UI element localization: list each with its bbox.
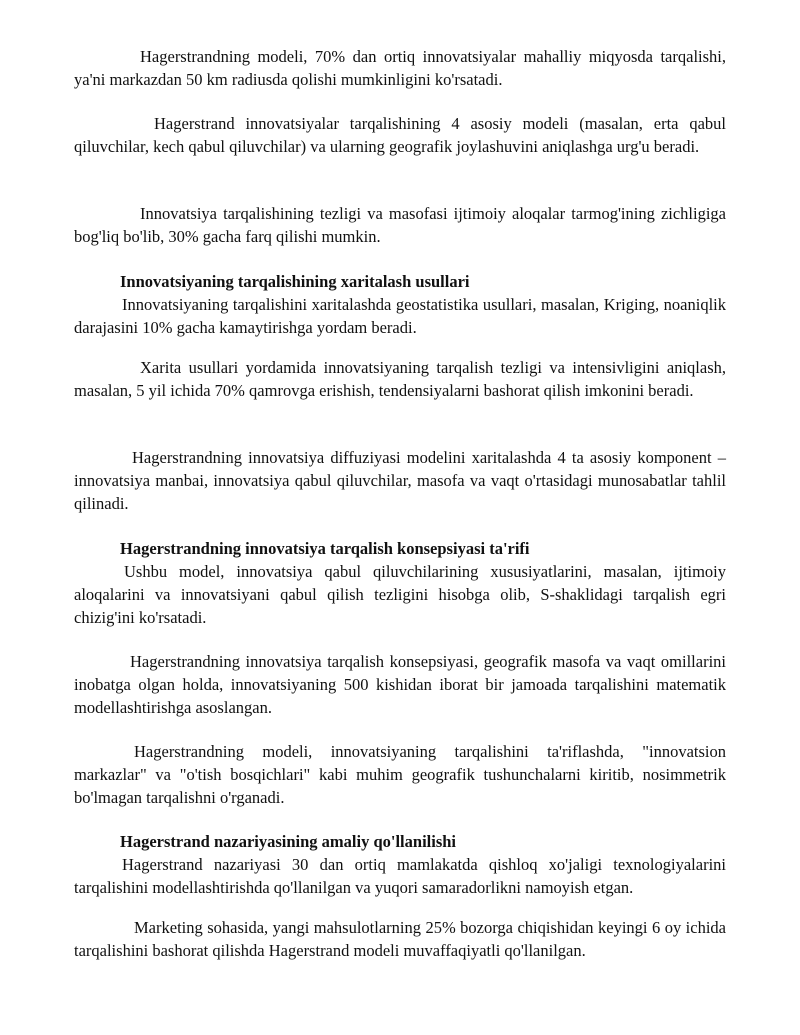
paragraph-10: Hagerstrand nazariyasi 30 dan ortiq mamlakatda qishloq xo'jaligi texnologiyalarini tarqalishini modellashtirishda qo'llanilgan va yuqori samaradorlikni namoyish etgan. <box>74 855 726 897</box>
paragraph-8: Hagerstrandning innovatsiya tarqalish konsepsiyasi, geografik masofa va vaqt omillarini inobatga olgan holda, innovatsiyaning 500 kishidan iborat bir jamoada tarqalishini matematik modellashtirishga asoslangan. <box>74 652 726 717</box>
paragraph-1: Hagerstrandning modeli, 70% dan ortiq innovatsiyalar mahalliy miqyosda tarqalishi, ya'ni markazdan 50 km radiusda qolishi mumkinligini ko'rsatadi. <box>74 47 726 89</box>
paragraph-2: Hagerstrand innovatsiyalar tarqalishining 4 asosiy modeli (masalan, erta qabul qiluvchilar, kech qabul qiluvchilar) va ularning geografik joylashuvini aniqlashga urg'u beradi. <box>74 114 726 156</box>
paragraph-4: Innovatsiyaning tarqalishini xaritalashda geostatistika usullari, masalan, Kriging, noaniqlik darajasini 10% gacha kamaytirishga yordam beradi. <box>74 295 726 337</box>
paragraph-11: Marketing sohasida, yangi mahsulotlarning 25% bozorga chiqishidan keyingi 6 oy ichida tarqalishini bashorat qilishda Hagerstrand modeli muvaffaqiyatli qo'llanilgan. <box>74 918 726 960</box>
section-heading-mapping-methods: Innovatsiyaning tarqalishining xaritalash usullari <box>120 272 470 291</box>
paragraph-6: Hagerstrandning innovatsiya diffuziyasi modelini xaritalashda 4 ta asosiy komponent – innovatsiya manbai, innovatsiya qabul qiluvchilar, masofa va vaqt o'rtasidagi munosabatlar tahlil qilinadi. <box>74 448 726 513</box>
paragraph-5: Xarita usullari yordamida innovatsiyaning tarqalish tezligi va intensivligini aniqlash, masalan, 5 yil ichida 70% qamrovga erishish, tendensiyalarni bashorat qilish imkonini beradi. <box>74 358 726 400</box>
paragraph-3: Innovatsiya tarqalishining tezligi va masofasi ijtimoiy aloqalar tarmog'ining zichligiga bog'liq bo'lib, 30% gacha farq qilishi mumkin. <box>74 204 726 246</box>
paragraph-7: Ushbu model, innovatsiya qabul qiluvchilarining xususiyatlarini, masalan, ijtimoiy aloqalarini va innovatsiyani qabul qilish tezligini hisobga olib, S-shaklidagi tarqalish egri chizig'ini ko'rsatadi. <box>74 562 726 627</box>
paragraph-9: Hagerstrandning modeli, innovatsiyaning tarqalishini ta'riflashda, "innovatsion markazlar" va "o'tish bosqichlari" kabi muhim geografik tushunchalarni kiritib, nosimmetrik bo'lmagan tarqalishni o'rganadi. <box>74 742 726 807</box>
section-heading-concept-definition: Hagerstrandning innovatsiya tarqalish konsepsiyasi ta'rifi <box>120 539 530 558</box>
section-heading-practical-application: Hagerstrand nazariyasining amaliy qo'llanilishi <box>120 832 457 851</box>
